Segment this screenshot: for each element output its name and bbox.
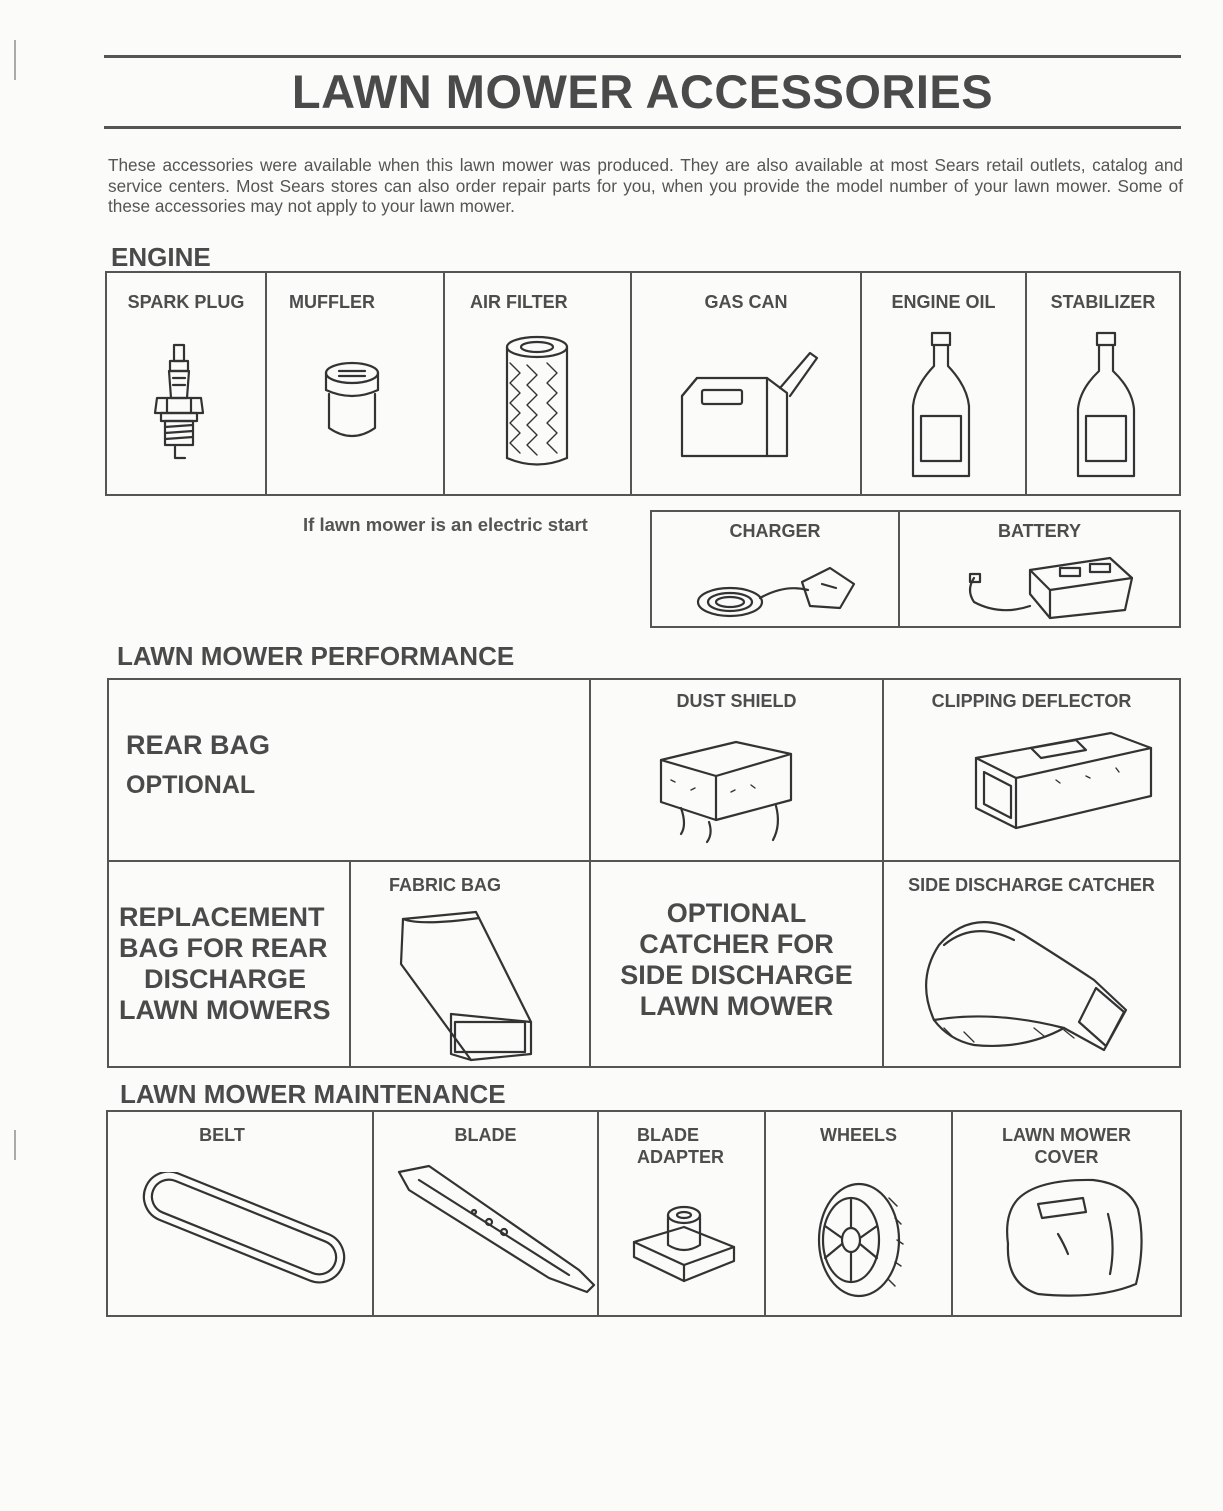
belt-label: BELT [199,1125,245,1145]
maintenance-grid [106,1110,1182,1317]
charger-label: CHARGER [729,521,821,541]
gas-can-cell [630,273,860,494]
air-filter-label: AIR FILTER [470,292,568,312]
stabilizer-bottle-icon [1072,331,1142,481]
maintenance-heading: LAWN MOWER MAINTENANCE [120,1079,506,1109]
page-title: LAWN MOWER ACCESSORIES [291,65,994,118]
blade-label: BLADE [454,1125,517,1145]
blade-icon [389,1160,599,1310]
top-rule [104,55,1181,58]
engine-oil-cell [860,273,1025,494]
dust-shield-cell [589,680,882,860]
rear-optional-text: OPTIONAL [126,771,256,799]
blade-adapter-cell [597,1112,764,1315]
stabilizer-label: STABILIZER [1050,292,1156,312]
wheels-cell [764,1112,951,1315]
dust-shield-icon [641,730,801,848]
belt-cell [108,1112,372,1315]
electric-start-note: If lawn mower is an electric start [303,514,588,535]
spark-plug-cell [107,273,265,494]
performance-heading: LAWN MOWER PERFORMANCE [117,641,515,671]
electric-start-grid [650,510,1181,628]
fabric-bag-cell [349,860,589,1066]
performance-grid [107,678,1181,1068]
air-filter-cell [443,273,630,494]
muffler-label: MUFFLER [289,292,375,312]
gas-can-icon [672,348,822,458]
stabilizer-cell [1025,273,1179,494]
clipping-deflector-icon [956,728,1156,838]
engine-oil-label: ENGINE OIL [891,292,996,312]
blade-cell [372,1112,597,1315]
mower-cover-icon [998,1174,1148,1304]
rear-bag-cell [109,680,589,860]
rear-bag-text: REAR BAG [126,730,271,760]
replacement-bag-line1: REPLACEMENT [119,902,325,932]
gas-can-label: GAS CAN [704,292,788,312]
binding-mark [14,1130,16,1160]
optional-catcher-line4: LAWN MOWER [639,991,834,1021]
intro-paragraph: These accessories were available when this lawn mower was produced. They are also available at most Sears retail outlets, catalog and service centers. Most Sears stores can also order repair parts for you, when you provide the model number of your lawn mower. Some of these accessories may not apply to your lawn mower. [108,155,1183,216]
replacement-bag-line3: DISCHARGE [144,964,307,994]
muffler-icon [317,358,387,448]
mower-cover-label: LAWN MOWER COVER [1002,1125,1131,1167]
optional-catcher-line1: OPTIONAL [666,898,807,928]
belt-icon [128,1172,358,1297]
battery-cell [898,512,1179,626]
replacement-bag-cell [109,860,349,1066]
battery-icon [960,550,1140,622]
dust-shield-label: DUST SHIELD [676,691,797,711]
blade-adapter-label: BLADE ADAPTER [637,1125,725,1167]
engine-grid [105,271,1181,496]
engine-heading: ENGINE [111,242,211,272]
side-catcher-icon [914,910,1134,1060]
title-rule [104,126,1181,129]
optional-catcher-line3: SIDE DISCHARGE [620,960,853,990]
spark-plug-icon [145,343,215,468]
battery-label: BATTERY [998,521,1081,541]
oil-bottle-icon [907,331,977,481]
charger-cell [652,512,898,626]
wheels-label: WHEELS [819,1125,897,1145]
spark-plug-label: SPARK PLUG [127,292,245,312]
blade-adapter-icon [629,1197,739,1292]
fabric-bag-icon [391,904,551,1064]
binding-mark [14,40,16,80]
optional-catcher-line2: CATCHER FOR [639,929,834,959]
air-filter-icon [500,333,575,473]
side-catcher-cell [882,860,1179,1066]
charger-icon [690,554,860,622]
mower-cover-cell [951,1112,1180,1315]
clipping-deflector-cell [882,680,1179,860]
clipping-deflector-label: CLIPPING DEFLECTOR [931,691,1132,711]
muffler-cell [265,273,443,494]
fabric-bag-label: FABRIC BAG [389,875,501,895]
side-catcher-label: SIDE DISCHARGE CATCHER [908,875,1155,895]
wheel-icon [811,1178,906,1303]
optional-catcher-cell [589,860,882,1066]
replacement-bag-line4: LAWN MOWERS [119,995,331,1025]
replacement-bag-line2: BAG FOR REAR [119,933,328,963]
